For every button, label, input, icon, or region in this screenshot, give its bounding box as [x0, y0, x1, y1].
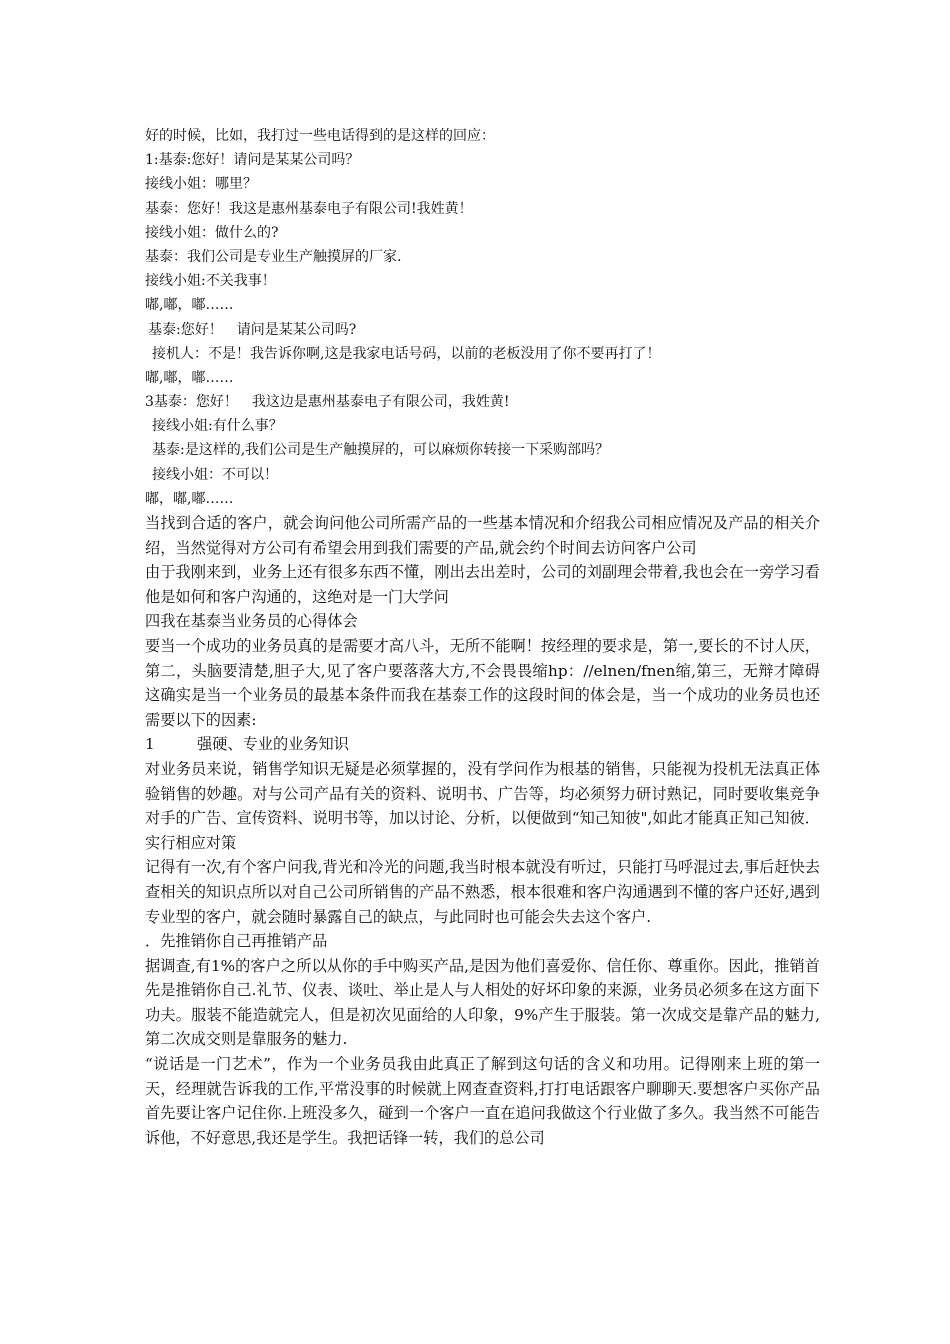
dialogue-line: 接线小姐:有什么事？ — [152, 418, 283, 435]
dialogue-line: 3基泰：您好！ 我这边是惠州基泰电子有限公司，我姓黄! — [145, 394, 510, 411]
paragraph-knowledge: 对业务员来说，销售学知识无疑是必须掌握的，没有学问作为根基的销售，只能视为投机无法真正体验销售的妙趣。对与公司产品有关的资料、说明书、广告等，均必须努力研讨熟记，同时要收集竞争对手的广告、宣传资料、说明书等，加以讨论、分析，以便做到“知己知彼",如此才能真正知己知彼．实行相应对策 — [145, 759, 820, 852]
dialogue-line: 嘟，嘟,嘟…… — [145, 490, 234, 507]
dialogue-line: 嘟,嘟，嘟…… — [145, 297, 234, 314]
dialogue-line: 好的时候，比如，我打过一些电话得到的是这样的回应： — [145, 128, 495, 144]
dialogue-line: 基泰:是这样的,我们公司是生产触摸屏的，可以麻烦你转接一下采购部吗？ — [152, 442, 610, 459]
dialogue-line: 接线小姐:不关我事！ — [145, 273, 276, 290]
paragraph-experience: 记得有一次,有个客户问我,背光和冷光的问题,我当时根本就没有听过，只能打马呼混过去,事后赶快去查相关的知识点所以对自己公司所销售的产品不熟悉，根本很难和客户沟通遇到不懂的客户还好,遇到专业型的客户，就会随时暴露自己的缺点，与此同时也可能会失去这个客户. — [145, 858, 820, 926]
dialogue-line: 接线小姐：做什么的? — [145, 224, 279, 241]
paragraph-requirements: 要当一个成功的业务员真的是需要才高八斗，无所不能啊！按经理的要求是，第一,要长的不讨人厌，第二，头脑要清楚,胆子大,见了客户要落落大方,不会畏畏缩hp：//elnen/fnen缩,第三，无辩才障碍这确实是当一个业务员的最基本条件而我在基泰工作的这段时间的体会是，当一个成功的业务员也还需要以下的因素: — [145, 636, 820, 729]
dialogue-line: 接机人：不是！我告诉你啊,这是我家电话号码，以前的老板没用了你不要再打了！ — [152, 345, 661, 362]
paragraph-client-inquiry: 当找到合适的客户，就会询问他公司所需产品的一些基本情况和介绍我公司相应情况及产品的相关介绍，当然觉得对方公司有希望会用到我们需要的产品,就会约个时间去访问客户公司 — [145, 514, 820, 557]
heading-text: 强硬、专业的业务知识 — [197, 735, 349, 754]
subheading-sell-yourself: ．先推销你自己再推销产品 — [145, 932, 328, 951]
heading-number: 1 — [145, 735, 155, 754]
paragraph-learning: 由于我刚来到，业务上还有很多东西不懂，刚出去出差时，公司的刘副理会带着,我也会在一旁学习看他是如何和客户沟通的，这绝对是一门大学问 — [145, 563, 820, 606]
dialogue-line: 1:基泰:您好！请问是某某公司吗？ — [145, 152, 360, 169]
dialogue-line: 基泰：我们公司是专业生产触摸屏的厂家. — [145, 248, 402, 265]
paragraph-survey: 据调查,有1%的客户之所以从你的手中购买产品,是因为他们喜爱你、信任你、尊重你。因此，推销首先是推销你自己.礼节、仪表、谈吐、举止是人与人相处的好坏印象的来源，业务员必须多在这方面下功夫。服装不能造就完人，但是初次见面给的人印象，9%产生于服装。第一次成交是靠产品的魅力,第二次成交则是靠服务的魅力. — [145, 956, 820, 1049]
dialogue-line: 基泰:您好！ 请问是某某公司吗? — [148, 321, 357, 338]
numbered-heading — [145, 732, 820, 757]
dialogue-line: 接线小姐：不可以！ — [152, 466, 278, 483]
dialogue-line: 基泰：您好！我这是惠州基泰电子有限公司!我姓黄！ — [145, 200, 473, 217]
document-body — [145, 124, 820, 1150]
dialogue-line: 嘟,嘟，嘟…… — [145, 369, 234, 386]
section-heading: 四我在基泰当业务员的心得体会 — [145, 612, 358, 631]
paragraph-speaking-art: “说话是一门艺术”，作为一个业务员我由此真正了解到这句话的含义和功用。记得刚来上班的第一天，经理就告诉我的工作,平常没事的时候就上网查查资料,打打电话跟客户聊聊天.要想客户买你产品首先要让客户记住你.上班没多久，碰到一个客户一直在追问我做这个行业做了多久。我当然不可能告诉他，不好意思,我还是学生。我把话锋一转，我们的总公司 — [145, 1055, 820, 1147]
dialogue-line: 接线小姐：哪里？ — [145, 176, 257, 193]
